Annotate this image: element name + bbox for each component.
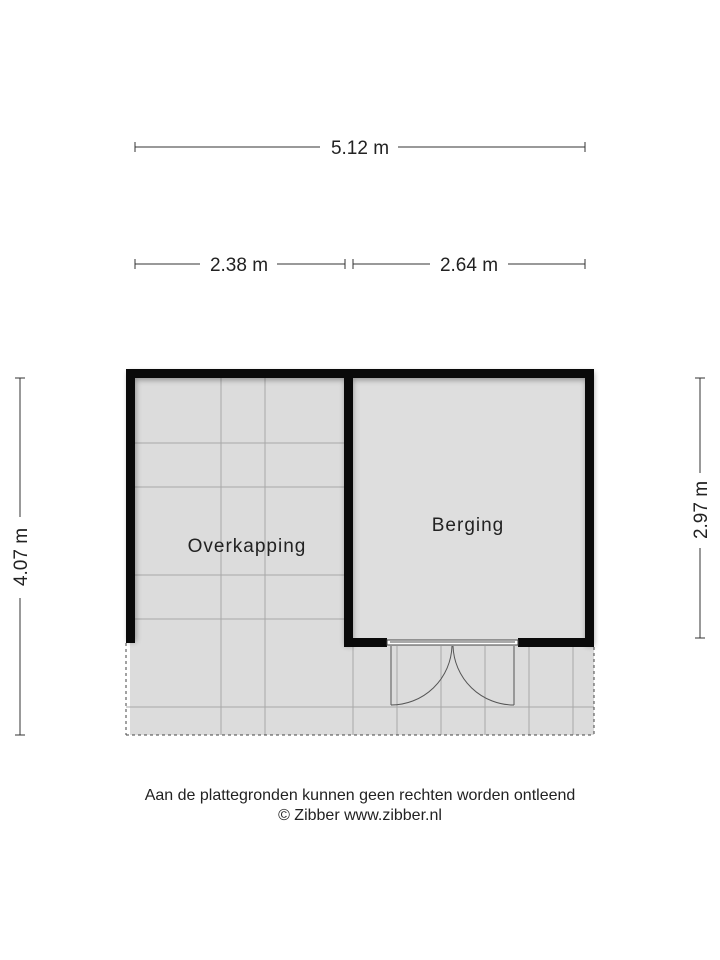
terrace-floor: [346, 644, 594, 735]
disclaimer-text: Aan de plattegronden kunnen geen rechten worden ontleend: [144, 787, 576, 804]
room-label-berging: Berging: [431, 515, 505, 536]
berging-floor: [351, 375, 591, 641]
room-label-overkapping: Overkapping: [187, 536, 307, 557]
dimension-label-total-width: 5.12 m: [330, 138, 390, 159]
dimension-label-berging-depth: 2.97 m: [691, 480, 712, 540]
dimension-label-left-width: 2.38 m: [209, 255, 269, 276]
copyright-text: © Zibber www.zibber.nl: [278, 807, 442, 824]
dimension-label-right-width: 2.64 m: [439, 255, 499, 276]
dimension-label-total-depth: 4.07 m: [11, 527, 32, 587]
